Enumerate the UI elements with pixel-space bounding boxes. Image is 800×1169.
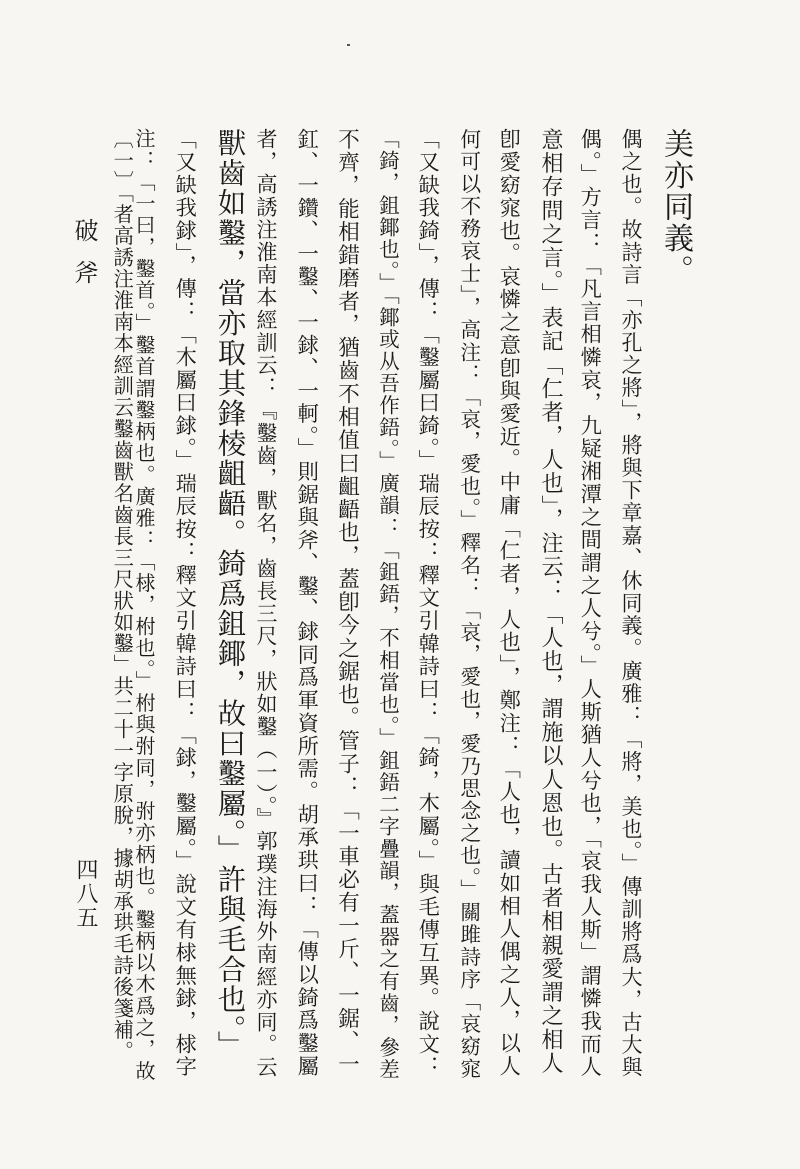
text-column: 注：「一曰，鑿首。」鑿首謂鑿柄也。廣雅：「梂，柎也。」柎與弣同，弣亦柄也。鑿柄以木爲之，故 <box>132 128 157 1082</box>
text-column: 意相存問之言。」表記「仁者，人也」，注云：「人也，謂施以人恩也。古者相親愛謂之相人 <box>538 128 564 1076</box>
page-number: 四八五 <box>73 858 98 930</box>
text-column: 「錡，鉏鎁也。」「鎁或从吾作鋙。」廣韻：「鉏鋙，不相當也。」鉏鋙二字疊韻，蓋器之有齒，參差 <box>375 128 400 1081</box>
print-speck <box>347 44 350 46</box>
text-column: 偶之也。故詩言「亦孔之將」，將與下章嘉、休同義。廣雅：「將，美也。」傳訓將爲大，古大與 <box>619 128 643 1079</box>
text-column: 「又缺我銶」，傳：「木屬曰銶。」瑞辰按：釋文引韓詩曰：「銶，鑿屬。」說文有梂無銶，梂字 <box>172 128 198 1079</box>
text-column: 「又缺我錡」，傳：「鑿屬曰錡。」瑞辰按：釋文引韓詩曰：「錡，木屬。」與毛傳互異。說文： <box>415 128 441 1079</box>
text-column: 卽愛窈窕也。哀憐之意卽與愛近。中庸「仁者，人也」，鄭注：「人也，讀如相人偶之人，以人 <box>496 128 522 1078</box>
text-column: 何可以不務哀士」，高注：「哀，愛也。」釋名：「哀，愛也，愛乃思念之也。」關雎詩序「哀窈窕 <box>456 128 481 1080</box>
running-head: 破斧 <box>70 218 98 302</box>
text-column: 獸齒如鑿，當亦取其鋒棱齟齬。錡爲鉏鎁，故曰鑿屬。」許與毛合也。」 <box>213 128 247 1061</box>
text-column: 美亦同義。 <box>658 128 693 286</box>
text-column: 者，高誘注淮南本經訓云：『鑿齒，獸名，齒長三尺，狀如鑿（一）。』郭璞注海外南經亦同。云 <box>254 128 278 1079</box>
text-column: 偶。」方言：「凡言相憐哀，九疑湘潭之間謂之人兮。」人斯猶人兮也，「哀我人斯」謂憐我而人 <box>577 128 603 1079</box>
text-column: 釭、一鑽、一鑿、一銶、一軻。」則鋸與斧、鑿、銶同爲軍資所需。胡承珙曰：「傳以錡爲鑿屬 <box>294 128 320 1078</box>
text-column: 不齊，能相錯磨者，猶齒不相值曰齟齬也，蓋卽今之鋸也。管子：「一車必有一斤、一鋸、一 <box>334 128 360 1077</box>
footnote: 〔一〕「者高誘注淮南本經訓云鑿齒獸名齒長三尺狀如鑿」共二十一字原脫，據胡承珙毛詩後箋補。 <box>110 128 135 1063</box>
